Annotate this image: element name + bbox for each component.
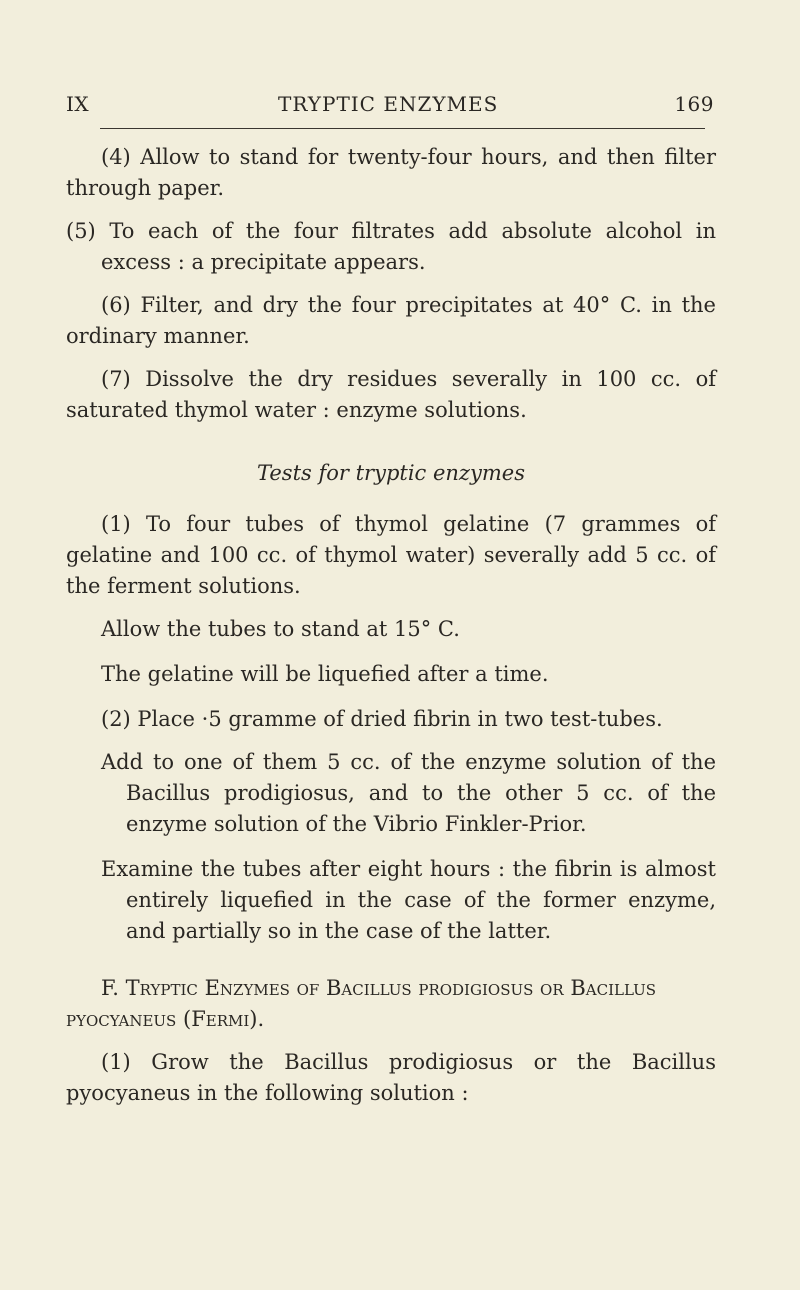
section-title: Tests for tryptic enzymes xyxy=(257,461,525,485)
test-1-gelatine: The gelatine will be liquefied after a time. xyxy=(101,662,549,686)
test-2: (2) Place ·5 gramme of dried fibrin in two test-tubes. xyxy=(101,707,663,731)
test-1: (1) To four tubes of thymol gelatine (7 grammes of gelatine and 100 cc. of thymol water) severally add 5 cc. of the ferment solutions. xyxy=(66,512,716,598)
test-1-allow: Allow the tubes to stand at 15° C. xyxy=(101,617,460,641)
running-head xyxy=(66,92,714,126)
step-F-1: (1) Grow the Bacillus prodigiosus or the Bacillus pyocyaneus in the following solution : xyxy=(66,1050,716,1105)
chapter-number: IX xyxy=(66,92,90,116)
test-2-examine: Examine the tubes after eight hours : the fibrin is almost entirely liquefied in the case of the former enzyme, and partially so in the case of the latter. xyxy=(101,857,716,943)
step-6: (6) Filter, and dry the four precipitates at 40° C. in the ordinary manner. xyxy=(66,293,716,348)
page-number: 169 xyxy=(674,92,714,116)
running-title: TRYPTIC ENZYMES xyxy=(278,92,499,116)
step-4: (4) Allow to stand for twenty-four hours, and then filter through paper. xyxy=(66,145,716,200)
test-2-add: Add to one of them 5 cc. of the enzyme solution of the Bacillus prodigiosus, and to the other 5 cc. of the enzyme solution of the Vibrio Finkler-Prior. xyxy=(101,750,716,836)
body-text xyxy=(66,142,716,1121)
header-rule xyxy=(100,128,705,129)
step-5: (5) To each of the four filtrates add absolute alcohol in excess : a precipitate appears. xyxy=(66,219,716,274)
section-F-heading: F. Tryptic Enzymes of Bacillus prodigiosus or Bacillus pyocyaneus (Fermi). xyxy=(66,976,657,1031)
step-7: (7) Dissolve the dry residues severally in 100 cc. of saturated thymol water : enzyme solutions. xyxy=(66,367,716,422)
